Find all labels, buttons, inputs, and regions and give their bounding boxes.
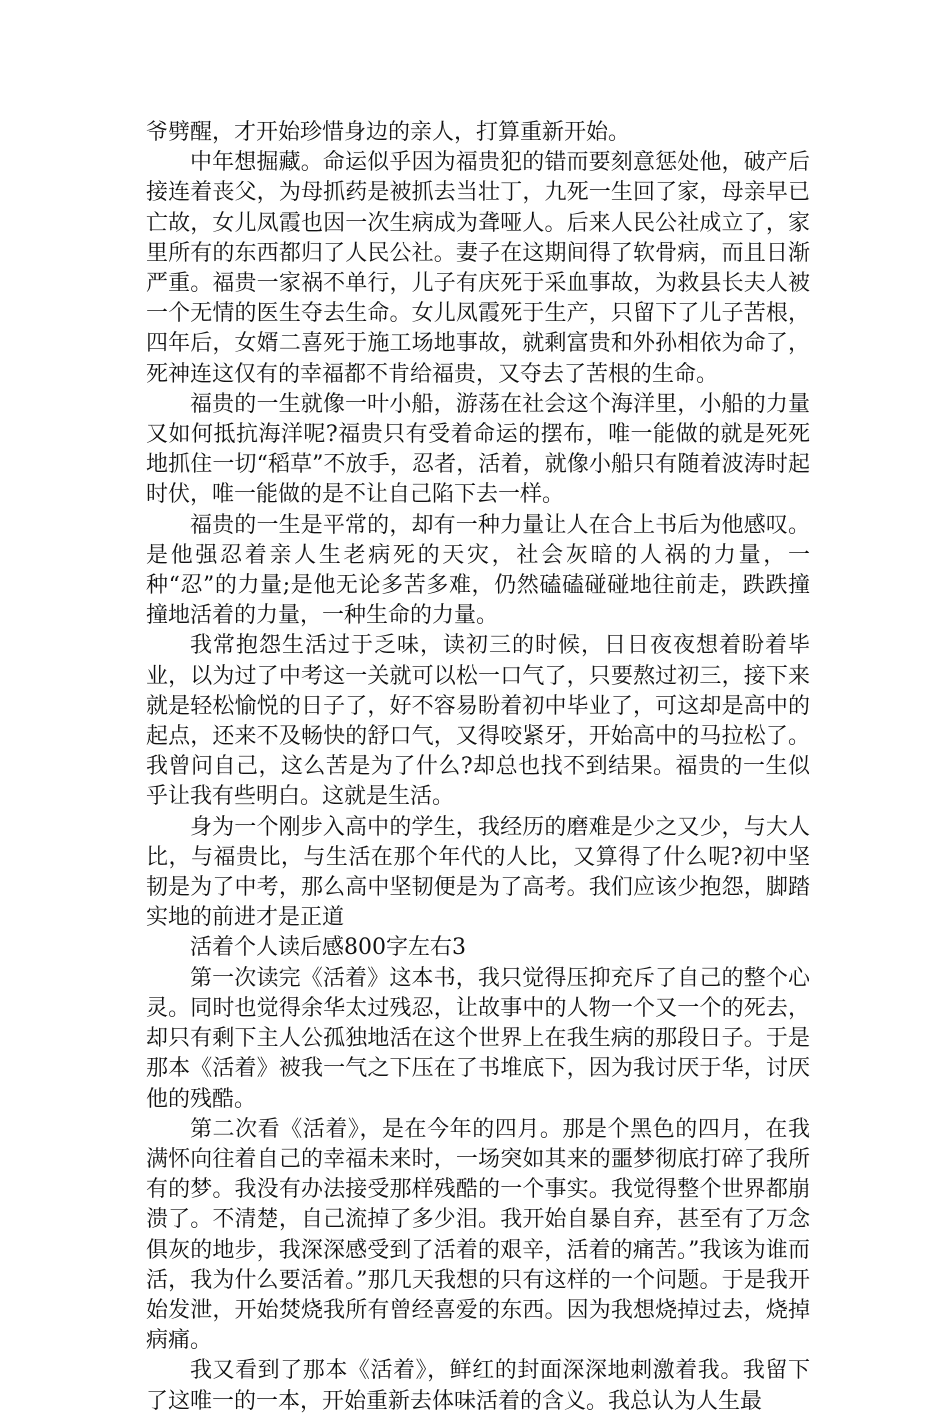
paragraph-continuation: 爷劈醒，才开始珍惜身边的亲人，打算重新开始。 — [146, 120, 631, 145]
document-body — [146, 118, 810, 1417]
paragraph-small-boat: 福贵的一生就像一叶小船，游荡在社会这个海洋里，小船的力量又如何抵抗海洋呢?福贵只有受着命运的摆布，唯一能做的就是死死地抓住一切“稻草”不放手，忍者，活着，就像小船只有随着波涛时起时伏，唯一能做的是不让自己陷下去一样。 — [146, 391, 810, 508]
paragraph-first-reading: 第一次读完《活着》这本书，我只觉得压抑充斥了自己的整个心灵。同时也觉得余华太过残忍，让故事中的人物一个又一个的死去，却只有剩下主人公孤独地活在这个世界上在我生病的那段日子。于是那本《活着》被我一气之下压在了书堆底下，因为我讨厌于华，讨厌他的残酷。 — [146, 965, 810, 1112]
paragraph-middle-age: 中年想掘藏。命运似乎因为福贵犯的错而要刻意惩处他，破产后接连着丧父，为母抓药是被抓去当壮丁，九死一生回了家，母亲早已亡故，女儿凤霞也因一次生病成为聋哑人。后来人民公社成立了，家里所有的东西都归了人民公社。妻子在这期间得了软骨病，而且日渐严重。福贵一家祸不单行，儿子有庆死于采血事故，为救县长夫人被一个无情的医生夺去生命。女儿凤霞死于生产，只留下了儿子苦根，四年后，女婿二喜死于施工场地事故，就剩富贵和外孙相依为命了，死神连这仅有的幸福都不肯给福贵，又夺去了苦根的生命。 — [146, 150, 810, 387]
paragraph-second-reading: 第二次看《活着》，是在今年的四月。那是个黑色的四月，在我满怀向往着自己的幸福未来时，一场突如其来的噩梦彻底打碎了我所有的梦。我没有办法接受那样残酷的一个事实。我觉得整个世界都崩溃了。不清楚，自己流掉了多少泪。我开始自暴自弃，甚至有了万念俱灰的地步，我深深感受到了活着的艰辛，活着的痛苦。”我该为谁而活，我为什么要活着。”那几天我想的只有这样的一个问题。于是我开始发泄，开始焚烧我所有曾经喜爱的东西。因为我想烧掉过去，烧掉病痛。 — [146, 1116, 810, 1354]
section-heading: 活着个人读后感800字左右3 — [190, 935, 466, 961]
paragraph-ordinary-life: 福贵的一生是平常的，却有一种力量让人在合上书后为他感叹。是他强忍着亲人生老病死的天灾，社会灰暗的人祸的力量，一种“忍”的力量;是他无论多苦多难，仍然磕磕碰碰地往前走，跌跌撞撞地活着的力量，一种生命的力量。 — [146, 512, 810, 629]
paragraph-complaint: 我常抱怨生活过于乏味，读初三的时候，日日夜夜想着盼着毕业，以为过了中考这一关就可以松一口气了，只要熬过初三，接下来就是轻松愉悦的日子了，好不容易盼着初中毕业了，可这却是高中的起点，还来不及畅快的舒口气，又得咬紧牙，开始高中的马拉松了。我曾问自己，这么苦是为了什么?却总也找不到结果。福贵的一生似乎让我有些明白。这就是生活。 — [146, 633, 810, 810]
paragraph-third-reading: 我又看到了那本《活着》，鲜红的封面深深地刺激着我。我留下了这唯一的一本，开始重新去体味活着的含义。我总认为人生最 — [146, 1358, 810, 1414]
paragraph-high-school: 身为一个刚步入高中的学生，我经历的磨难是少之又少，与大人比，与福贵比，与生活在那个年代的人比，又算得了什么呢?初中坚韧是为了中考，那么高中坚韧便是为了高考。我们应该少抱怨，脚踏实地的前进才是正道 — [146, 814, 810, 931]
